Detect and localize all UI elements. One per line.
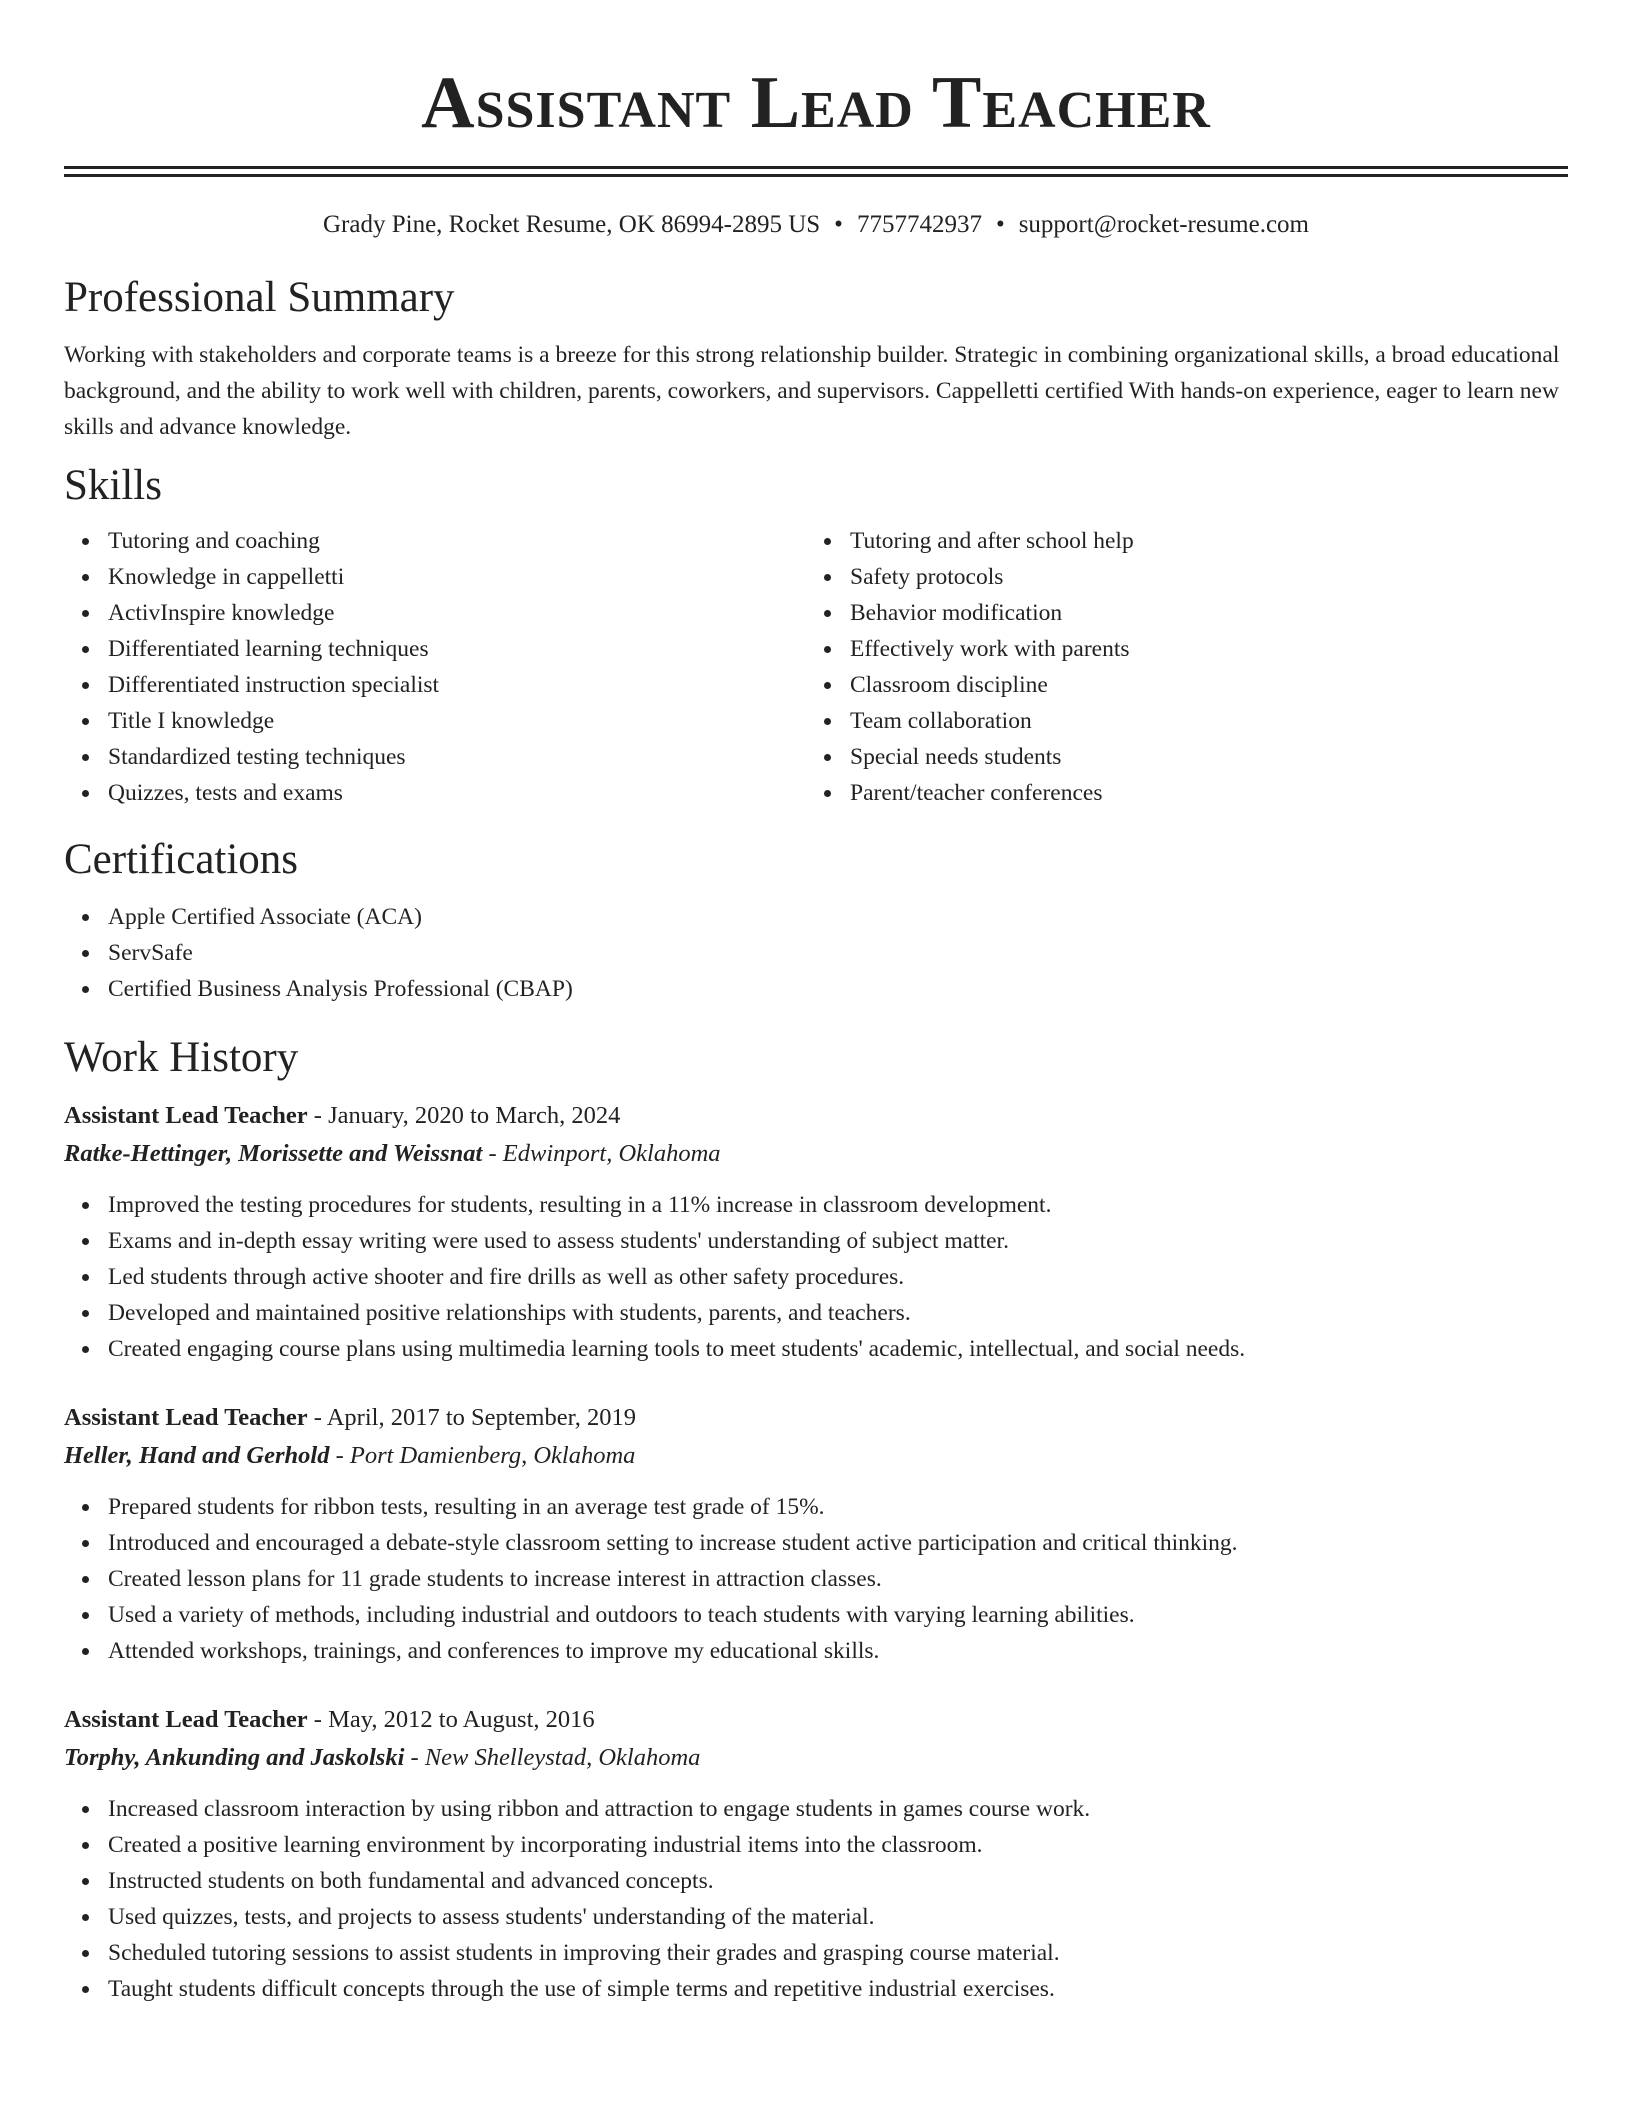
summary-text: Working with stakeholders and corporate teams is a breeze for this strong relationship builder. Strategic in combining organizational skills, a broad educational background, and the ability to work well with children, parents, coworkers, and supervisors. Cappelletti certified With hands-on experience, eager to learn new skills and advance knowledge. <box>64 342 1560 440</box>
job-bullets <box>64 1187 1568 1367</box>
contact-email: support@rocket-resume.com <box>1018 211 1309 238</box>
job-bullet: Used a variety of methods, including industrial and outdoors to teach students with varying learning abilities. <box>108 1597 1568 1633</box>
certification-item: ServSafe <box>108 935 1568 971</box>
skill-item: Tutoring and after school help <box>850 523 1548 559</box>
header-double-rule <box>64 166 1568 177</box>
skills-column-right <box>806 523 1548 811</box>
job-bullet: Taught students difficult concepts through the use of simple terms and repetitive industrial exercises. <box>108 1971 1568 2007</box>
job-location: - Port Damienberg, Oklahoma <box>329 1442 636 1469</box>
contact-line <box>64 207 1568 243</box>
job-bullet: Created lesson plans for 11 grade students to increase interest in attraction classes. <box>108 1561 1568 1597</box>
job-location: - New Shelleystad, Oklahoma <box>404 1744 701 1771</box>
contact-separator: • <box>834 211 843 238</box>
skill-item: Parent/teacher conferences <box>850 775 1548 811</box>
skill-item: Team collaboration <box>850 703 1548 739</box>
skill-item: Knowledge in cappelletti <box>108 559 806 595</box>
skill-item: Classroom discipline <box>850 667 1548 703</box>
job-bullet: Scheduled tutoring sessions to assist students in improving their grades and grasping course material. <box>108 1935 1568 1971</box>
job-company-line <box>64 1135 1568 1173</box>
contact-phone: 7757742937 <box>856 211 982 238</box>
resume-page <box>64 0 1568 2007</box>
job-title: Assistant Lead Teacher <box>64 1102 308 1129</box>
summary-heading: Professional Summary <box>64 274 455 321</box>
contact-separator: • <box>995 211 1005 238</box>
job-bullet: Used quizzes, tests, and projects to assess students' understanding of the material. <box>108 1899 1568 1935</box>
skills-columns <box>64 523 1568 811</box>
job-bullet: Created engaging course plans using multimedia learning tools to meet students' academic, intellectual, and social needs. <box>108 1331 1568 1367</box>
job-dates: - April, 2017 to September, 2019 <box>307 1404 637 1431</box>
skills-list-right <box>806 523 1548 811</box>
job-bullets <box>64 1489 1568 1669</box>
skill-item: Differentiated learning techniques <box>108 631 806 667</box>
contact-address: Grady Pine, Rocket Resume, OK 86994-2895 US <box>323 211 821 238</box>
skill-item: Special needs students <box>850 739 1548 775</box>
job-dates: - January, 2020 to March, 2024 <box>307 1102 621 1129</box>
job-company: Heller, Hand and Gerhold <box>64 1442 330 1469</box>
certification-item: Certified Business Analysis Professional (CBAP) <box>108 971 1568 1007</box>
job-bullet: Introduced and encouraged a debate-style classroom setting to increase student active participation and critical thinking. <box>108 1525 1568 1561</box>
job-bullet: Prepared students for ribbon tests, resulting in an average test grade of 15%. <box>108 1489 1568 1525</box>
job-bullet: Led students through active shooter and fire drills as well as other safety procedures. <box>108 1259 1568 1295</box>
skill-item: Effectively work with parents <box>850 631 1548 667</box>
job-entry <box>64 1097 1568 1367</box>
job-bullet: Attended workshops, trainings, and conferences to improve my educational skills. <box>108 1633 1568 1669</box>
skill-item: Behavior modification <box>850 595 1548 631</box>
job-bullet: Instructed students on both fundamental and advanced concepts. <box>108 1863 1568 1899</box>
job-bullets <box>64 1791 1568 2007</box>
resume-name-title: Assistant Lead Teacher <box>421 62 1211 144</box>
skill-item: ActivInspire knowledge <box>108 595 806 631</box>
job-bullet: Developed and maintained positive relationships with students, parents, and teachers. <box>108 1295 1568 1331</box>
work-history-heading: Work History <box>64 1034 299 1081</box>
skills-heading: Skills <box>64 462 162 509</box>
skill-item: Differentiated instruction specialist <box>108 667 806 703</box>
job-company: Torphy, Ankunding and Jaskolski <box>64 1744 405 1771</box>
job-title-line <box>64 1399 1568 1437</box>
certifications-list <box>64 899 1568 1007</box>
certifications-heading: Certifications <box>64 836 299 883</box>
skill-item: Quizzes, tests and exams <box>108 775 806 811</box>
skills-column-left <box>64 523 806 811</box>
job-title: Assistant Lead Teacher <box>64 1706 308 1733</box>
job-bullet: Improved the testing procedures for students, resulting in a 11% increase in classroom development. <box>108 1187 1568 1223</box>
skills-list-left <box>64 523 806 811</box>
job-dates: - May, 2012 to August, 2016 <box>307 1706 595 1733</box>
job-title-line <box>64 1097 1568 1135</box>
job-title: Assistant Lead Teacher <box>64 1404 308 1431</box>
skill-item: Standardized testing techniques <box>108 739 806 775</box>
skill-item: Tutoring and coaching <box>108 523 806 559</box>
skill-item: Title I knowledge <box>108 703 806 739</box>
job-bullet: Exams and in-depth essay writing were used to assess students' understanding of subject matter. <box>108 1223 1568 1259</box>
job-title-line <box>64 1701 1568 1739</box>
job-bullet: Created a positive learning environment by incorporating industrial items into the classroom. <box>108 1827 1568 1863</box>
job-entry <box>64 1399 1568 1669</box>
job-entry <box>64 1701 1568 2007</box>
certification-item: Apple Certified Associate (ACA) <box>108 899 1568 935</box>
skill-item: Safety protocols <box>850 559 1548 595</box>
job-company-line <box>64 1739 1568 1777</box>
job-company-line <box>64 1437 1568 1475</box>
job-location: - Edwinport, Oklahoma <box>482 1140 721 1167</box>
job-bullet: Increased classroom interaction by using ribbon and attraction to engage students in games course work. <box>108 1791 1568 1827</box>
job-company: Ratke-Hettinger, Morissette and Weissnat <box>64 1140 483 1167</box>
